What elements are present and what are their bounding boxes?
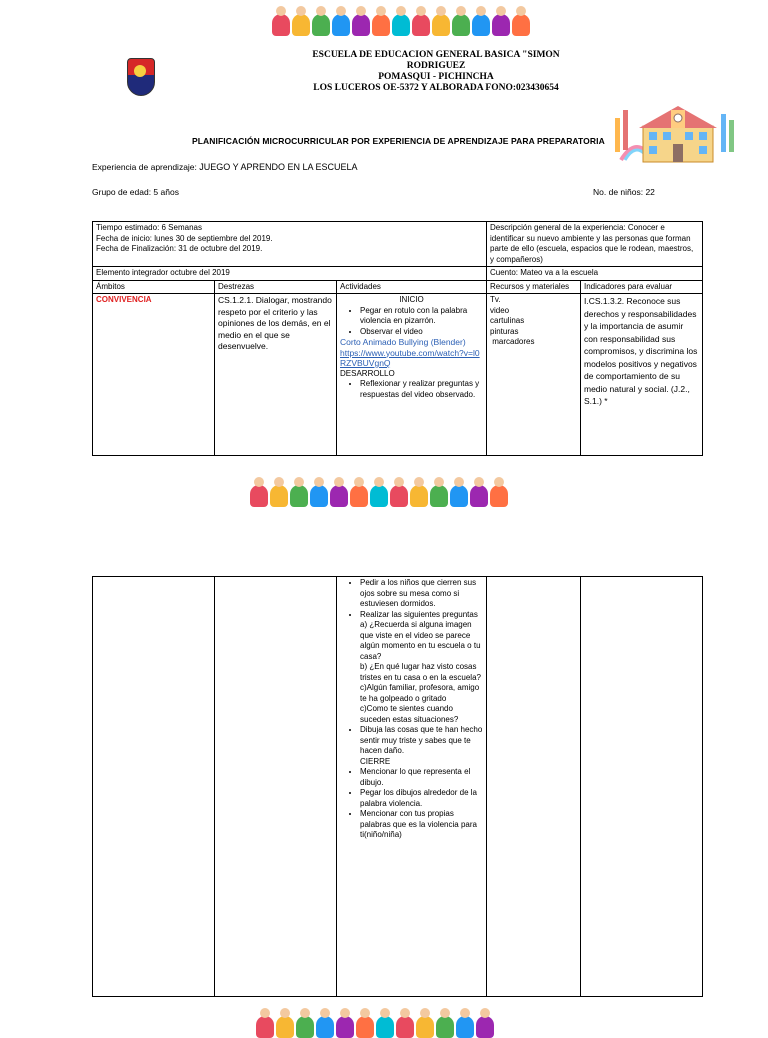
ambito-cell-empty <box>93 577 215 997</box>
act-desarrollo: DESARROLLO <box>340 368 395 378</box>
ambito-convivencia: CONVIVENCIA <box>96 295 152 304</box>
header-destrezas: Destrezas <box>215 280 337 294</box>
actividades-cell-2 <box>337 577 487 997</box>
act-inicio: INICIO <box>399 295 424 304</box>
list-item: • Reflexionar y realizar preguntas y respuestas del video observado. <box>360 379 483 400</box>
descripcion-cell: Descripción general de la experiencia: Conocer e identificar su nuevo ambiente y las personas que forman parte de ello (escuela, espacios que le rodean, maestros, y compañeros) <box>487 222 703 267</box>
school-header <box>286 50 586 94</box>
kids-banner-top <box>272 14 530 36</box>
video-title: Corto Animado Bullying (Blender) <box>340 337 466 347</box>
recurso-item: marcadores <box>490 337 535 346</box>
recursos-cell-empty <box>487 577 581 997</box>
planning-table-2 <box>92 576 703 997</box>
recurso-item: cartulinas <box>490 316 525 325</box>
tiempo-estimado: Tiempo estimado: 6 Semanas <box>96 223 202 232</box>
list-item: • Pegar en rotulo con la palabra violencia en pizarrón. <box>360 306 483 327</box>
destreza-cell: CS.1.2.1. Dialogar, mostrando respeto por el criterio y las opiniones de los demás, en el medio en el que se desenvuelve. <box>215 294 337 456</box>
header-indicadores: Indicadores para evaluar <box>581 280 703 294</box>
act-list-inicio <box>340 306 483 338</box>
video-link[interactable]: https://www.youtube.com/watch?v=l0RZVBUVgnQ <box>340 347 480 368</box>
pregunta: b) ¿En qué lugar haz visto cosas tristes en tu casa o en la escuela? <box>360 662 481 682</box>
planning-table-1 <box>92 221 703 456</box>
experiencia-label: Experiencia de aprendizaje: <box>92 162 200 172</box>
school-name: ESCUELA DE EDUCACION GENERAL BASICA "SIMON RODRIGUEZ <box>312 50 560 71</box>
ambito-cell <box>93 294 215 456</box>
numero-ninos: No. de niños: 22 <box>593 187 655 197</box>
header-recursos: Recursos y materiales <box>487 280 581 294</box>
pregunta: c)Algún familiar, profesora, amigo te ha golpeado o gritado <box>360 683 480 703</box>
plan-title: PLANIFICACIÓN MICROCURRICULAR POR EXPERIENCIA DE APRENDIZAJE PARA PREPARATORIA <box>192 136 605 146</box>
list-item: • Dibuja las cosas que te han hecho sentir muy triste y sabes que te hacen daño. <box>360 725 483 757</box>
recurso-item: Tv. <box>490 295 501 304</box>
indicador-cell-empty <box>581 577 703 997</box>
fecha-inicio: Fecha de inicio: lunes 30 de septiembre del 2019. <box>96 233 273 243</box>
act-cierre: CIERRE <box>360 756 391 766</box>
recursos-cell <box>487 294 581 456</box>
pregunta: a) ¿Recuerda si alguna imagen que viste en el video se parece algún momento en tu escuela o tu casa? <box>360 620 481 661</box>
list-item: • Observar el video <box>360 327 483 338</box>
list-item: • Pedir a los niños que cierren sus ojos sobre su mesa como si estuviesen dormidos. <box>360 578 483 610</box>
experiencia-value: JUEGO Y APRENDO EN LA ESCUELA <box>199 162 358 172</box>
cuento: Cuento: Mateo va a la escuela <box>487 267 703 281</box>
experiencia-line <box>92 162 358 172</box>
school-crest-logo <box>127 58 155 96</box>
list-item-text: • Realizar las siguientes preguntas <box>360 609 478 619</box>
header-actividades: Actividades <box>337 280 487 294</box>
recurso-item: video <box>490 305 510 315</box>
header-ambitos: Ámbitos <box>93 280 215 294</box>
school-location: POMASQUI - PICHINCHA <box>378 72 494 82</box>
kids-banner-bottom <box>256 1016 494 1038</box>
pregunta: c)Como te sientes cuando suceden estas situaciones? <box>360 704 459 724</box>
list-item: • Pegar los dibujos alrededor de la palabra violencia. <box>360 788 483 809</box>
elemento-integrador: Elemento integrador octubre del 2019 <box>93 267 487 281</box>
list-item: • Mencionar lo que representa el dibujo. <box>360 767 483 788</box>
actividades-cell <box>337 294 487 456</box>
list-item <box>360 610 483 726</box>
kids-banner-middle <box>250 485 508 507</box>
act-list-desarrollo <box>340 379 483 400</box>
school-illustration <box>613 100 737 168</box>
act-list-cierre <box>340 767 483 841</box>
act-list-a <box>340 578 483 757</box>
destreza-cell-empty <box>215 577 337 997</box>
general-info-cell <box>93 222 487 267</box>
school-address: LOS LUCEROS OE-5372 Y ALBORADA FONO:023430654 <box>313 83 559 93</box>
indicador-cell: I.CS.1.3.2. Reconoce sus derechos y responsabilidades y la importancia de asumir con responsabilidad sus compromisos, y discrimina los modelos positivos y negativos de comportamiento de su medio natural y social. (J.2., S.1.) * <box>581 294 703 456</box>
recurso-item: pinturas <box>490 326 519 336</box>
fecha-finalizacion: Fecha de Finalización: 31 de octubre del 2019. <box>96 244 263 253</box>
list-item: • Mencionar con tus propias palabras que es la violencia para ti(niño/niña) <box>360 809 483 841</box>
grupo-edad: Grupo de edad: 5 años <box>92 187 179 197</box>
